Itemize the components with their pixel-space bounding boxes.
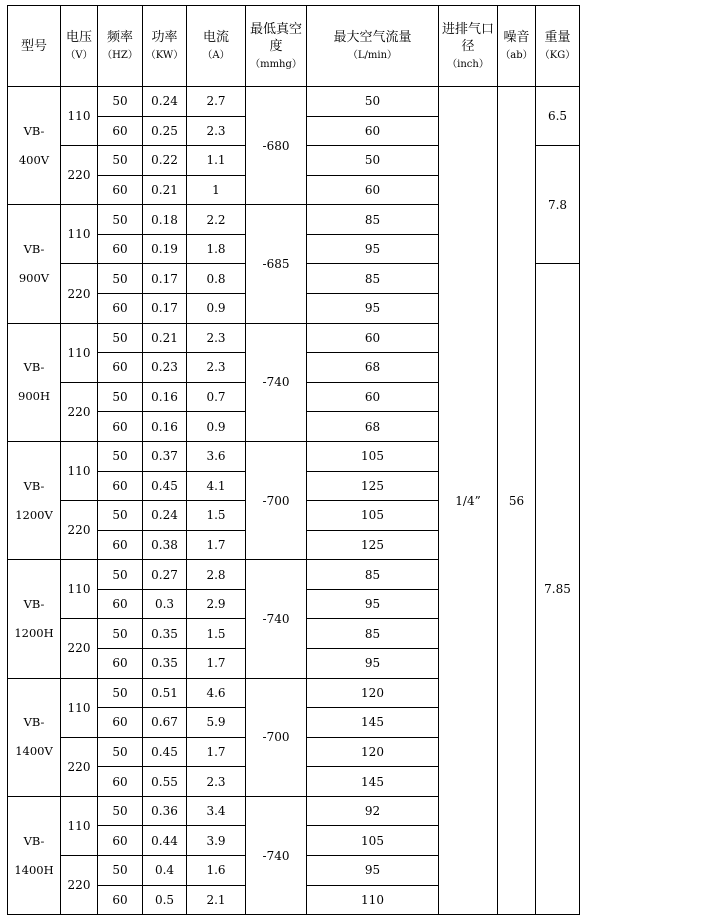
model-name-cell xyxy=(8,205,61,323)
current-cell: 1.6 xyxy=(187,856,246,886)
airflow-cell: 68 xyxy=(307,412,439,442)
power-cell: 0.35 xyxy=(143,648,187,678)
frequency-cell: 50 xyxy=(98,382,143,412)
current-cell: 4.6 xyxy=(187,678,246,708)
airflow-cell: 68 xyxy=(307,353,439,383)
power-cell: 0.17 xyxy=(143,294,187,324)
current-cell: 1.1 xyxy=(187,146,246,176)
current-cell: 3.9 xyxy=(187,826,246,856)
current-cell: 1.8 xyxy=(187,234,246,264)
current-cell: 2.3 xyxy=(187,353,246,383)
current-cell: 2.3 xyxy=(187,323,246,353)
table-row xyxy=(8,87,580,117)
frequency-cell: 50 xyxy=(98,323,143,353)
current-cell: 0.7 xyxy=(187,382,246,412)
frequency-cell: 50 xyxy=(98,619,143,649)
frequency-cell: 60 xyxy=(98,353,143,383)
vacuum-cell: -740 xyxy=(246,560,307,678)
frequency-cell: 50 xyxy=(98,796,143,826)
current-cell: 1.5 xyxy=(187,501,246,531)
model-name-cell xyxy=(8,323,61,441)
vacuum-cell: -740 xyxy=(246,323,307,441)
airflow-cell: 60 xyxy=(307,382,439,412)
current-cell: 2.2 xyxy=(187,205,246,235)
power-cell: 0.23 xyxy=(143,353,187,383)
current-cell: 2.1 xyxy=(187,885,246,915)
model-name-cell xyxy=(8,796,61,914)
power-cell: 0.21 xyxy=(143,175,187,205)
power-cell: 0.44 xyxy=(143,826,187,856)
frequency-cell: 60 xyxy=(98,412,143,442)
current-cell: 2.8 xyxy=(187,560,246,590)
header-airflow: 最大空气流量 （L/min） xyxy=(307,6,439,87)
airflow-cell: 95 xyxy=(307,589,439,619)
airflow-cell: 145 xyxy=(307,767,439,797)
frequency-cell: 50 xyxy=(98,264,143,294)
airflow-cell: 125 xyxy=(307,471,439,501)
voltage-cell: 110 xyxy=(61,796,98,855)
current-cell: 5.9 xyxy=(187,708,246,738)
weight-cell: 7.85 xyxy=(536,264,580,915)
airflow-cell: 60 xyxy=(307,175,439,205)
airflow-cell: 110 xyxy=(307,885,439,915)
model-name-prefix: VB- xyxy=(23,596,45,611)
airflow-cell: 60 xyxy=(307,116,439,146)
frequency-cell: 50 xyxy=(98,737,143,767)
power-cell: 0.4 xyxy=(143,856,187,886)
power-cell: 0.18 xyxy=(143,205,187,235)
header-weight: 重量 （KG） xyxy=(536,6,580,87)
power-cell: 0.37 xyxy=(143,441,187,471)
power-cell: 0.17 xyxy=(143,264,187,294)
model-name-cell xyxy=(8,678,61,796)
vacuum-cell: -740 xyxy=(246,796,307,914)
power-cell: 0.67 xyxy=(143,708,187,738)
header-voltage: 电压 （V） xyxy=(61,6,98,87)
model-name-prefix: VB- xyxy=(23,123,45,138)
voltage-cell: 110 xyxy=(61,205,98,264)
vacuum-cell: -700 xyxy=(246,441,307,559)
weight-cell: 6.5 xyxy=(536,87,580,146)
frequency-cell: 60 xyxy=(98,471,143,501)
power-cell: 0.25 xyxy=(143,116,187,146)
current-cell: 2.9 xyxy=(187,589,246,619)
model-name-cell xyxy=(8,441,61,559)
power-cell: 0.38 xyxy=(143,530,187,560)
power-cell: 0.19 xyxy=(143,234,187,264)
current-cell: 1.7 xyxy=(187,648,246,678)
voltage-cell: 110 xyxy=(61,678,98,737)
model-name-suffix: 1400V xyxy=(15,744,53,759)
current-cell: 1 xyxy=(187,175,246,205)
model-name-suffix: 900V xyxy=(18,270,50,285)
airflow-cell: 105 xyxy=(307,501,439,531)
power-cell: 0.45 xyxy=(143,737,187,767)
frequency-cell: 60 xyxy=(98,530,143,560)
voltage-cell: 110 xyxy=(61,323,98,382)
voltage-cell: 220 xyxy=(61,264,98,323)
airflow-cell: 85 xyxy=(307,560,439,590)
power-cell: 0.5 xyxy=(143,885,187,915)
airflow-cell: 95 xyxy=(307,856,439,886)
current-cell: 2.3 xyxy=(187,767,246,797)
header-port: 进排气口 径 （inch） xyxy=(439,6,498,87)
frequency-cell: 50 xyxy=(98,146,143,176)
frequency-cell: 50 xyxy=(98,441,143,471)
voltage-cell: 220 xyxy=(61,146,98,205)
vacuum-cell: -680 xyxy=(246,87,307,205)
current-cell: 3.6 xyxy=(187,441,246,471)
voltage-cell: 220 xyxy=(61,382,98,441)
power-cell: 0.45 xyxy=(143,471,187,501)
airflow-cell: 95 xyxy=(307,648,439,678)
header-frequency: 频率 （HZ） xyxy=(98,6,143,87)
header-current: 电流 （A） xyxy=(187,6,246,87)
frequency-cell: 60 xyxy=(98,234,143,264)
spec-table-body xyxy=(8,87,580,915)
voltage-cell: 110 xyxy=(61,441,98,500)
current-cell: 1.7 xyxy=(187,737,246,767)
port-size-cell: 1/4” xyxy=(439,87,498,915)
header-power: 功率 （KW） xyxy=(143,6,187,87)
power-cell: 0.35 xyxy=(143,619,187,649)
voltage-cell: 220 xyxy=(61,737,98,796)
airflow-cell: 120 xyxy=(307,678,439,708)
voltage-cell: 110 xyxy=(61,87,98,146)
airflow-cell: 95 xyxy=(307,294,439,324)
model-name-suffix: 1200V xyxy=(15,507,53,522)
frequency-cell: 60 xyxy=(98,648,143,678)
airflow-cell: 85 xyxy=(307,205,439,235)
frequency-cell: 60 xyxy=(98,767,143,797)
frequency-cell: 50 xyxy=(98,501,143,531)
frequency-cell: 60 xyxy=(98,589,143,619)
vacuum-cell: -685 xyxy=(246,205,307,323)
model-name-suffix: 1200H xyxy=(14,625,54,640)
frequency-cell: 50 xyxy=(98,87,143,117)
airflow-cell: 105 xyxy=(307,826,439,856)
voltage-cell: 110 xyxy=(61,560,98,619)
current-cell: 3.4 xyxy=(187,796,246,826)
airflow-cell: 85 xyxy=(307,264,439,294)
frequency-cell: 60 xyxy=(98,294,143,324)
power-cell: 0.36 xyxy=(143,796,187,826)
model-name-suffix: 900H xyxy=(18,389,50,404)
frequency-cell: 60 xyxy=(98,885,143,915)
frequency-cell: 50 xyxy=(98,678,143,708)
model-name-prefix: VB- xyxy=(23,241,45,256)
power-cell: 0.3 xyxy=(143,589,187,619)
airflow-cell: 85 xyxy=(307,619,439,649)
airflow-cell: 120 xyxy=(307,737,439,767)
power-cell: 0.51 xyxy=(143,678,187,708)
power-cell: 0.16 xyxy=(143,382,187,412)
frequency-cell: 60 xyxy=(98,826,143,856)
airflow-cell: 50 xyxy=(307,87,439,117)
frequency-cell: 50 xyxy=(98,856,143,886)
model-name-suffix: 400V xyxy=(18,152,50,167)
header-row xyxy=(8,6,580,87)
frequency-cell: 50 xyxy=(98,205,143,235)
power-cell: 0.21 xyxy=(143,323,187,353)
power-cell: 0.24 xyxy=(143,87,187,117)
header-noise: 噪音 （ab） xyxy=(498,6,536,87)
weight-cell: 7.8 xyxy=(536,146,580,264)
current-cell: 4.1 xyxy=(187,471,246,501)
current-cell: 0.9 xyxy=(187,412,246,442)
current-cell: 0.8 xyxy=(187,264,246,294)
airflow-cell: 60 xyxy=(307,323,439,353)
power-cell: 0.27 xyxy=(143,560,187,590)
model-name-cell xyxy=(8,560,61,678)
airflow-cell: 50 xyxy=(307,146,439,176)
vacuum-cell: -700 xyxy=(246,678,307,796)
noise-cell: 56 xyxy=(498,87,536,915)
voltage-cell: 220 xyxy=(61,856,98,915)
airflow-cell: 95 xyxy=(307,234,439,264)
frequency-cell: 60 xyxy=(98,116,143,146)
model-name-prefix: VB- xyxy=(23,833,45,848)
current-cell: 1.7 xyxy=(187,530,246,560)
power-cell: 0.24 xyxy=(143,501,187,531)
spec-table xyxy=(7,5,580,915)
airflow-cell: 105 xyxy=(307,441,439,471)
model-name-prefix: VB- xyxy=(23,715,45,730)
frequency-cell: 50 xyxy=(98,560,143,590)
frequency-cell: 60 xyxy=(98,175,143,205)
airflow-cell: 92 xyxy=(307,796,439,826)
voltage-cell: 220 xyxy=(61,619,98,678)
model-name-suffix: 1400H xyxy=(14,862,54,877)
power-cell: 0.55 xyxy=(143,767,187,797)
model-name-prefix: VB- xyxy=(23,360,45,375)
model-name-prefix: VB- xyxy=(23,478,45,493)
power-cell: 0.22 xyxy=(143,146,187,176)
current-cell: 0.9 xyxy=(187,294,246,324)
frequency-cell: 60 xyxy=(98,708,143,738)
voltage-cell: 220 xyxy=(61,501,98,560)
airflow-cell: 145 xyxy=(307,708,439,738)
current-cell: 2.3 xyxy=(187,116,246,146)
airflow-cell: 125 xyxy=(307,530,439,560)
model-name-cell xyxy=(8,87,61,205)
current-cell: 2.7 xyxy=(187,87,246,117)
header-model: 型号 xyxy=(8,6,61,87)
header-vacuum: 最低真空 度 （mmhg） xyxy=(246,6,307,87)
current-cell: 1.5 xyxy=(187,619,246,649)
power-cell: 0.16 xyxy=(143,412,187,442)
